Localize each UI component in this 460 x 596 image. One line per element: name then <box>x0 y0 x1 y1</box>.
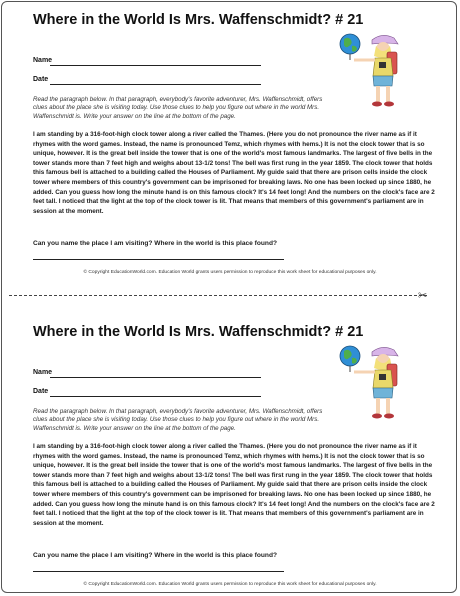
date-line[interactable] <box>50 84 261 85</box>
date-label: Date <box>33 76 49 83</box>
question: Can you name the place I am visiting? Where in the world is this place found? <box>33 552 278 559</box>
traveler-with-globe-icon <box>338 30 408 110</box>
traveler-with-globe-icon <box>338 342 408 422</box>
scissors-icon: ✂ <box>418 289 428 302</box>
answer-line[interactable] <box>33 571 284 572</box>
clue-paragraph: I am standing by a 316-foot-high clock tower along a river called the Thames. (Here you do not pronounce the river name as if it rhymes with the word games. Instead, the name is pronounced Temz, which rhymes with hems.) It is not the clock tower that is so unique, however. It is the great bell inside the tower that is one of the world's most famous landmarks. The largest of five bells in the tower stands more than 7 feet high and weighs about 13-1/2 tons! The bell was first rung in the year 1859. The clock tower that holds this famous bell is attached to a building called the Houses of Parliament. My guide said that there are prison cells inside the clock tower where members of this country's government can be imprisoned for breaking laws. No one has been locked up since 1880, he added. Can you guess how long the minute hand is on this famous clock? It's 14 feet long! And the numbers on the clock's face are 2 feet tall. I noticed that the light at the top of the clock tower is lit. That means that members of this government's parliament are in session at the moment. <box>33 443 435 527</box>
instructions: Read the paragraph below. In that paragraph, everybody's favorite adventurer, Mrs. Waffenschmidt, offers clues about the place she is visiting today. Use those clues to help you figure out where in the world Mrs. Waffenschmidt is. Write your answer on the line at the bottom of the page. <box>33 408 323 432</box>
date-field[interactable] <box>33 76 48 83</box>
cut-line <box>9 295 427 296</box>
date-label: Date <box>33 388 49 395</box>
name-label: Name <box>33 369 53 376</box>
clue-paragraph: I am standing by a 316-foot-high clock tower along a river called the Thames. (Here you do not pronounce the river name as if it rhymes with the word games. Instead, the name is pronounced Temz, which rhymes with hems.) It is not the clock tower that is so unique, however. It is the great bell inside the tower that is one of the world's most famous landmarks. The largest of five bells in the tower stands more than 7 feet high and weighs about 13-1/2 tons! The bell was first rung in the year 1859. The clock tower that holds this famous bell is attached to a building called the Houses of Parliament. My guide said that there are prison cells inside the clock tower where members of this country's government can be imprisoned for breaking laws. No one has been locked up since 1880, he added. Can you guess how long the minute hand is on this famous clock? It's 14 feet long! And the numbers on the clock's face are 2 feet tall. I noticed that the light at the top of the clock tower is lit. That means that members of this government's parliament are in session at the moment. <box>33 131 435 215</box>
instructions: Read the paragraph below. In that paragraph, everybody's favorite adventurer, Mrs. Waffenschmidt, offers clues about the place she is visiting today. Use those clues to help you figure out where in the world Mrs. Waffenschmidt is. Write your answer on the line at the bottom of the page. <box>33 96 323 120</box>
worksheet-title: Where in the World Is Mrs. Waffenschmidt? # 21 <box>33 324 364 340</box>
copyright-notice: © Copyright EducationWorld.com. Education World grants users permission to reproduce this work sheet for educational purposes only. <box>83 582 377 587</box>
date-field[interactable] <box>33 388 48 395</box>
name-field[interactable] <box>33 369 52 376</box>
copyright-notice: © Copyright EducationWorld.com. Education World grants users permission to reproduce this work sheet for educational purposes only. <box>83 270 377 275</box>
answer-line[interactable] <box>33 259 284 260</box>
worksheet-title: Where in the World Is Mrs. Waffenschmidt? # 21 <box>33 12 364 28</box>
name-label: Name <box>33 57 53 64</box>
name-field[interactable] <box>33 57 52 64</box>
date-line[interactable] <box>50 396 261 397</box>
question: Can you name the place I am visiting? Where in the world is this place found? <box>33 240 278 247</box>
name-line[interactable] <box>50 377 261 378</box>
name-line[interactable] <box>50 65 261 66</box>
